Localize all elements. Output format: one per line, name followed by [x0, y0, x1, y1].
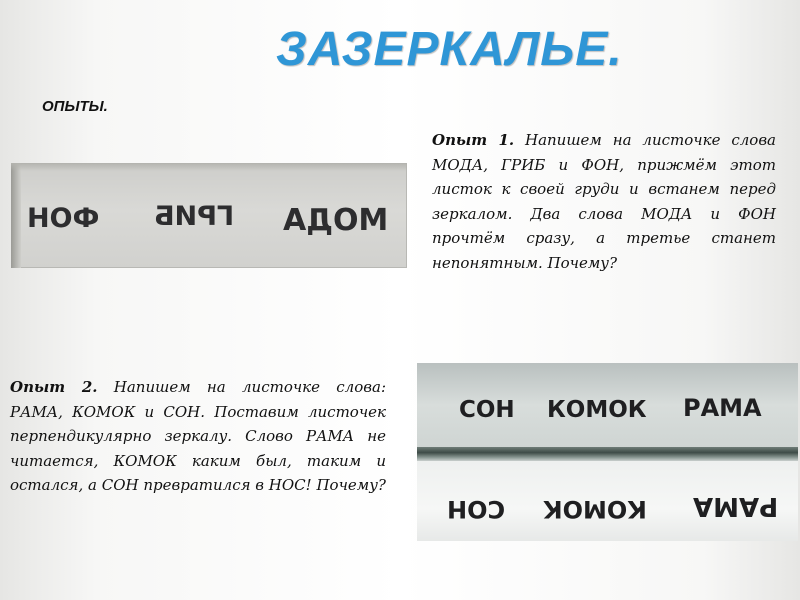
photo-edge-shadow: [11, 163, 21, 268]
photo-top-shadow: [11, 163, 407, 171]
paper-word-komok: КОМОК: [543, 495, 647, 523]
experiment-1-text: [432, 128, 776, 275]
reflected-word-son: СОН: [459, 397, 515, 423]
experiment-2-body: Напишем на листочке слова: РАМА, КОМОК и СОН. Поставим листочек перпендикулярно зеркалу. Слово РАМА не читается, КОМОК каким был, таким и остался, а СОН превратился в НОС! Почему?: [10, 378, 386, 494]
reflected-word-rama: РАМА: [683, 394, 762, 422]
experiment-2-text: [10, 375, 386, 498]
mirrored-word-moda: МОДА: [283, 203, 389, 238]
mirror-photo-2: [417, 363, 798, 541]
mirrored-word-grib: ГРИБ: [154, 201, 235, 232]
slide-title: ЗАЗЕРКАЛЬЕ.: [276, 23, 623, 76]
paper-word-son: СОН: [447, 495, 506, 523]
mirrored-word-fon: ФОН: [27, 203, 100, 234]
experiment-1-body: Напишем на листочке слова МОДА, ГРИБ и ФОН, прижмём этот листок к своей груди и встанем перед зеркалом. Два слова МОДА и ФОН прочтём сразу, а третье станет непонятным. Почему?: [432, 131, 776, 272]
mirror-edge: [417, 447, 798, 461]
experiment-2-label: Опыт 2.: [10, 378, 98, 396]
experiment-1-label: Опыт 1.: [432, 131, 515, 149]
paper-word-rama: РАМА: [693, 491, 779, 521]
mirror-photo-1: [11, 163, 407, 268]
reflected-word-komok: КОМОК: [547, 397, 647, 423]
section-subtitle: ОПЫТЫ.: [42, 98, 108, 115]
